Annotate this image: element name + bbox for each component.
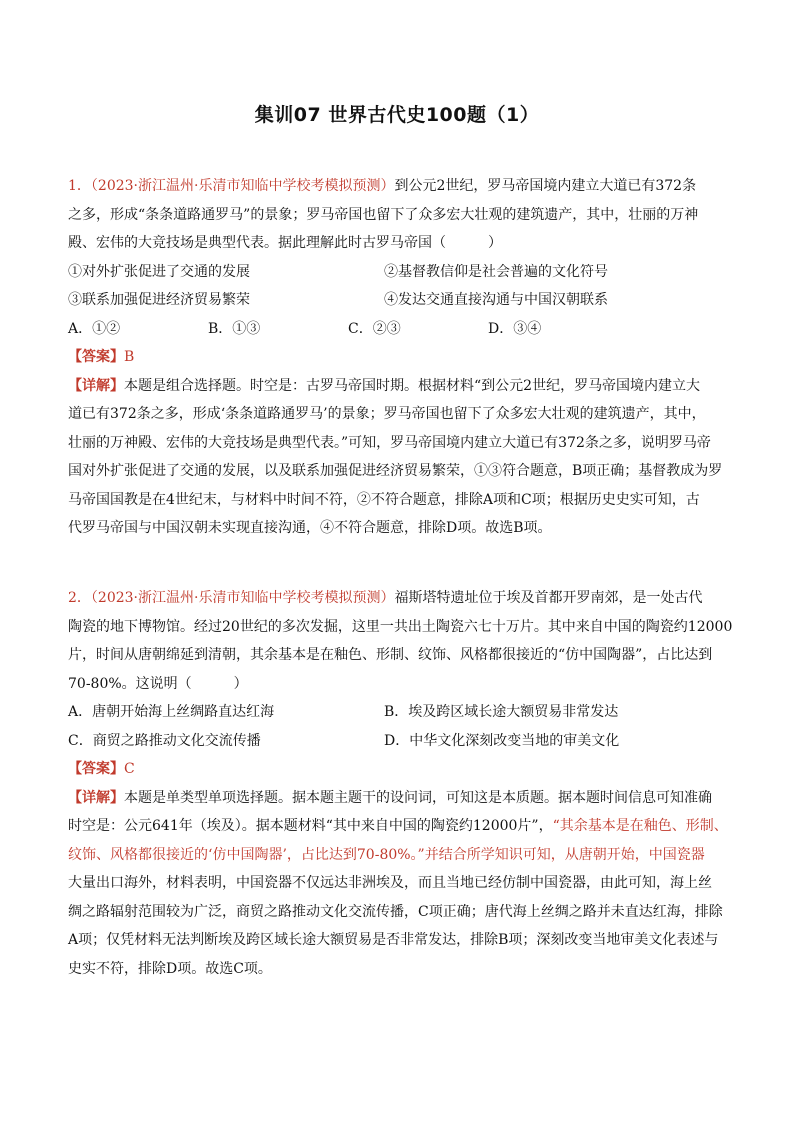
question-2-detail-line-7: 史实不符，排除D项。故选C项。 [68,960,272,977]
question-2-option-b: B．埃及跨区域长途大额贸易非常发达 [384,704,619,720]
question-1-detail-line-6: 代罗马帝国与中国汉朝未实现直接沟通，④不符合题意，排除D项。故选B项。 [68,520,552,536]
question-1-detail-line-2: 道已有372条之多，形成‘条条道路通罗马’的景象；罗马帝国也留下了众多宏大壮观的建筑遗产，其中， [68,406,706,422]
question-1-option-b: B．①③ [208,320,261,337]
answer-value: C [124,761,135,777]
detail-text: 本题是组合选择题。时空是：古罗马帝国时期。根据材料“到公元2世纪，罗马帝国境内建立大 [124,377,701,394]
detail-highlight: “其余基本是在釉色、形制、 [552,818,728,834]
question-1-items-row-2 [68,286,732,315]
question-2-detail-line-6: A项；仅凭材料无法判断埃及跨区域长途大额贸易是否非常发达，排除B项；深刻改变当地审美文化表述与 [68,932,719,948]
answer-value: B [124,349,135,365]
question-1-detail-line-1 [68,372,732,401]
question-1-number: 1． [68,178,91,194]
answer-label: 【答案】 [68,761,124,777]
question-1-items-row-1 [68,258,732,287]
question-1-detail-line-5: 马帝国国教是在4世纪末，与材料中时间不符，②不符合题意，排除A项和C项；根据历史史实可知，古 [68,491,700,508]
question-2-source: （2023·浙江温州·乐清市知临中学校考模拟预测） [90,590,395,606]
question-2-answer [68,755,732,784]
question-2 [68,584,732,983]
question-2-stem-text: 福斯塔特遗址位于埃及首都开罗南郊，是一处古代 [394,590,703,606]
question-2-stem-line-1 [68,584,732,613]
question-2-number: 2． [68,590,91,606]
question-1-stem-line-3: 殿、宏伟的大竞技场是典型代表。据此理解此时古罗马帝国（ ） [68,235,502,251]
question-1-stem-line-1 [68,172,732,201]
detail-text: 时空是：公元641年（埃及）。据本题材料“其中来自中国的陶瓷约12000片”， [68,818,553,834]
question-1-option-c: C．②③ [348,320,401,337]
question-2-detail-line-5: 绸之路辐射范围较为广泛，商贸之路推动文化交流传播，C项正确；唐代海上丝绸之路并未直达红海，排除 [68,903,723,920]
question-1-answer [68,343,732,372]
question-2-options-row-2 [68,727,732,756]
question-1-source: （2023·浙江温州·乐清市知临中学校考模拟预测） [90,178,395,194]
detail-label: 【详解】 [68,789,124,806]
question-1-detail-line-3: 壮丽的万神殿、宏伟的大竞技场是典型代表。”可知，罗马帝国境内建立大道已有372条之多，说明罗马帝 [68,434,711,451]
question-1-options [68,315,732,344]
question-2-stem-line-2: 陶瓷的地下博物馆。经过20世纪的多次发掘，这里一共出土陶瓷六七十万片。其中来自中国的陶瓷约12000 [68,618,733,635]
question-2-detail-line-4: 大量出口海外，材料表明，中国瓷器不仅远达非洲埃及，而且当地已经仿制中国瓷器，由此可知，海上丝 [68,875,712,891]
page-title: 集训07 世界古代史100题（1） [254,104,540,126]
question-1-item-4: ④发达交通直接沟通与中国汉朝联系 [384,292,608,308]
answer-label: 【答案】 [68,349,124,365]
question-2-stem-line-3: 片，时间从唐朝绵延到清朝，其余基本是在釉色、形制、纹饰、风格都很接近的“仿中国陶器”，占比达到 [68,647,713,663]
question-1-detail-line-4: 国对外扩张促进了交通的发展，以及联系加强促进经济贸易繁荣，①③符合题意，B项正确；基督教成为罗 [68,463,723,479]
question-1 [68,172,732,543]
question-1-item-1: ①对外扩张促进了交通的发展 [68,263,250,280]
question-1-option-a: A．①② [68,320,121,337]
question-2-options-row-1 [68,698,732,727]
question-2-detail-line-3: 纹饰、风格都很接近的‘仿中国陶器’，占比达到70-80%。”并结合所学知识可知，从唐朝开始，中国瓷器 [68,846,705,863]
question-2-detail-line-2 [68,812,732,841]
question-1-item-2: ②基督教信仰是社会普遍的文化符号 [384,263,608,280]
question-2-option-d: D．中华文化深刻改变当地的审美文化 [384,732,620,749]
question-1-item-3: ③联系加强促进经济贸易繁荣 [68,292,250,308]
question-2-option-c: C．商贸之路推动文化交流传播 [68,732,261,749]
detail-label: 【详解】 [68,377,124,394]
detail-text: 本题是单类型单项选择题。据本题主题干的设问词，可知这是本质题。据本题时间信息可知准确 [124,789,712,806]
question-1-stem-line-2: 之多，形成“条条道路通罗马”的景象；罗马帝国也留下了众多宏大壮观的建筑遗产，其中，壮丽的万神 [68,206,699,223]
question-2-detail-line-1 [68,784,732,813]
question-2-option-a: A．唐朝开始海上丝绸路直达红海 [68,704,275,720]
question-2-stem-line-4: 70-80%。这说明（ ） [68,675,248,692]
question-1-option-d: D．③④ [488,320,542,337]
question-1-stem-text: 到公元2世纪，罗马帝国境内建立大道已有372条 [394,178,697,194]
